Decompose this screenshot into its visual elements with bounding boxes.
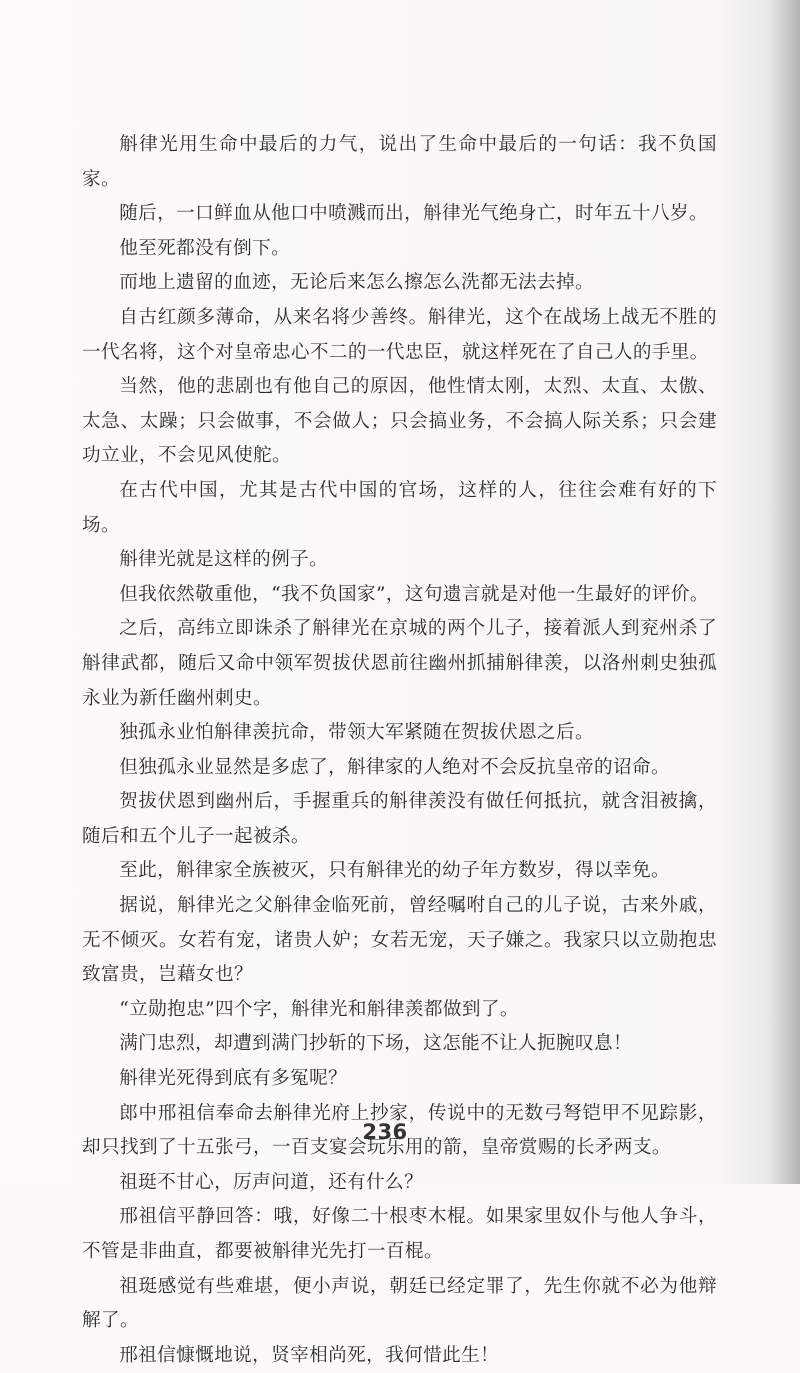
paragraph: 随后，一口鲜血从他口中喷溅而出，斛律光气绝身亡，时年五十八岁。 — [119, 203, 708, 225]
paragraph: 满门忠烈，却遭到满门抄斩的下场，这怎能不让人扼腕叹息！ — [119, 1033, 633, 1055]
paragraph: “立勋抱忠”四个字，斛律光和斛律羡都做到了。 — [119, 998, 519, 1020]
paragraph: 但独孤永业显然是多虑了，斛律家的人绝对不会反抗皇帝的诏命。 — [119, 756, 671, 778]
spine-shadow — [766, 0, 800, 1184]
paragraph: 贺拔伏恩到幽州后，手握重兵的斛律羡没有做任何抵抗，就含泪被擒，随后和五个儿子一起被杀。 — [82, 791, 717, 847]
page-number: 236 — [362, 1120, 408, 1144]
paragraph: 祖珽感觉有些难堪，便小声说，朝廷已经定罪了，先生你就不必为他辩解了。 — [82, 1275, 717, 1332]
paragraph: 他至死都没有倒下。 — [119, 237, 291, 259]
paragraph: 而地上遗留的血迹，无论后来怎么擦怎么洗都无法去掉。 — [119, 272, 595, 294]
paragraph: 祖珽不甘心，厉声问道，还有什么？ — [119, 1171, 424, 1193]
paragraph: 独孤永业怕斛律羡抗命，带领大军紧随在贺拔伏恩之后。 — [119, 722, 595, 744]
paragraph: 邢祖信平静回答：哦，好像二十根枣木棍。如果家里奴仆与他人争斗，不管是非曲直，都要被斛律光先打一百棍。 — [82, 1206, 717, 1262]
paragraph: 至此，斛律家全族被灭，只有斛律光的幼子年方数岁，得以幸免。 — [119, 860, 671, 882]
paragraph: 邢祖信慷慨地说，贤宰相尚死，我何惜此生！ — [119, 1344, 500, 1366]
page-body — [82, 128, 717, 1373]
paragraph: 之后，高纬立即诛杀了斛律光在京城的两个儿子，接着派人到兖州杀了斛律武都，随后又命中领军贺拔伏恩前往幽州抓捕斛律羡，以洛州刺史独孤永业为新任幽州刺史。 — [82, 618, 717, 709]
paragraph: 斛律光死得到底有多冤呢？ — [119, 1068, 348, 1090]
paragraph: 在古代中国，尤其是古代中国的官场，这样的人，往往会难有好的下场。 — [82, 479, 717, 536]
paragraph: 但我依然敬重他，“我不负国家”，这句遗言就是对他一生最好的评价。 — [119, 583, 709, 605]
paragraph: 当然，他的悲剧也有他自己的原因，他性情太刚，太烈、太直、太傲、太急、太躁；只会做事，不会做人；只会搞业务，不会搞人际关系；只会建功立业，不会见风使舵。 — [82, 376, 717, 467]
paragraph: 郎中邢祖信奉命去斛律光府上抄家，传说中的无数弓弩铠甲不见踪影，却只找到了十五张弓，一百支宴会玩乐用的箭，皇帝赏赐的长矛两支。 — [82, 1102, 717, 1159]
paragraph: 斛律光用生命中最后的力气，说出了生命中最后的一句话：我不负国家。 — [82, 134, 717, 190]
paragraph: 自古红颜多薄命，从来名将少善终。斛律光，这个在战场上战无不胜的一代名将，这个对皇帝忠心不二的一代忠臣，就这样死在了自己人的手里。 — [82, 306, 717, 363]
paragraph: 据说，斛律光之父斛律金临死前，曾经嘱咐自己的儿子说，古来外戚，无不倾灭。女若有宠，诸贵人妒；女若无宠，天子嫌之。我家只以立勋抱忠致富贵，岂藉女也？ — [82, 895, 717, 986]
paragraph: 斛律光就是这样的例子。 — [119, 549, 329, 571]
